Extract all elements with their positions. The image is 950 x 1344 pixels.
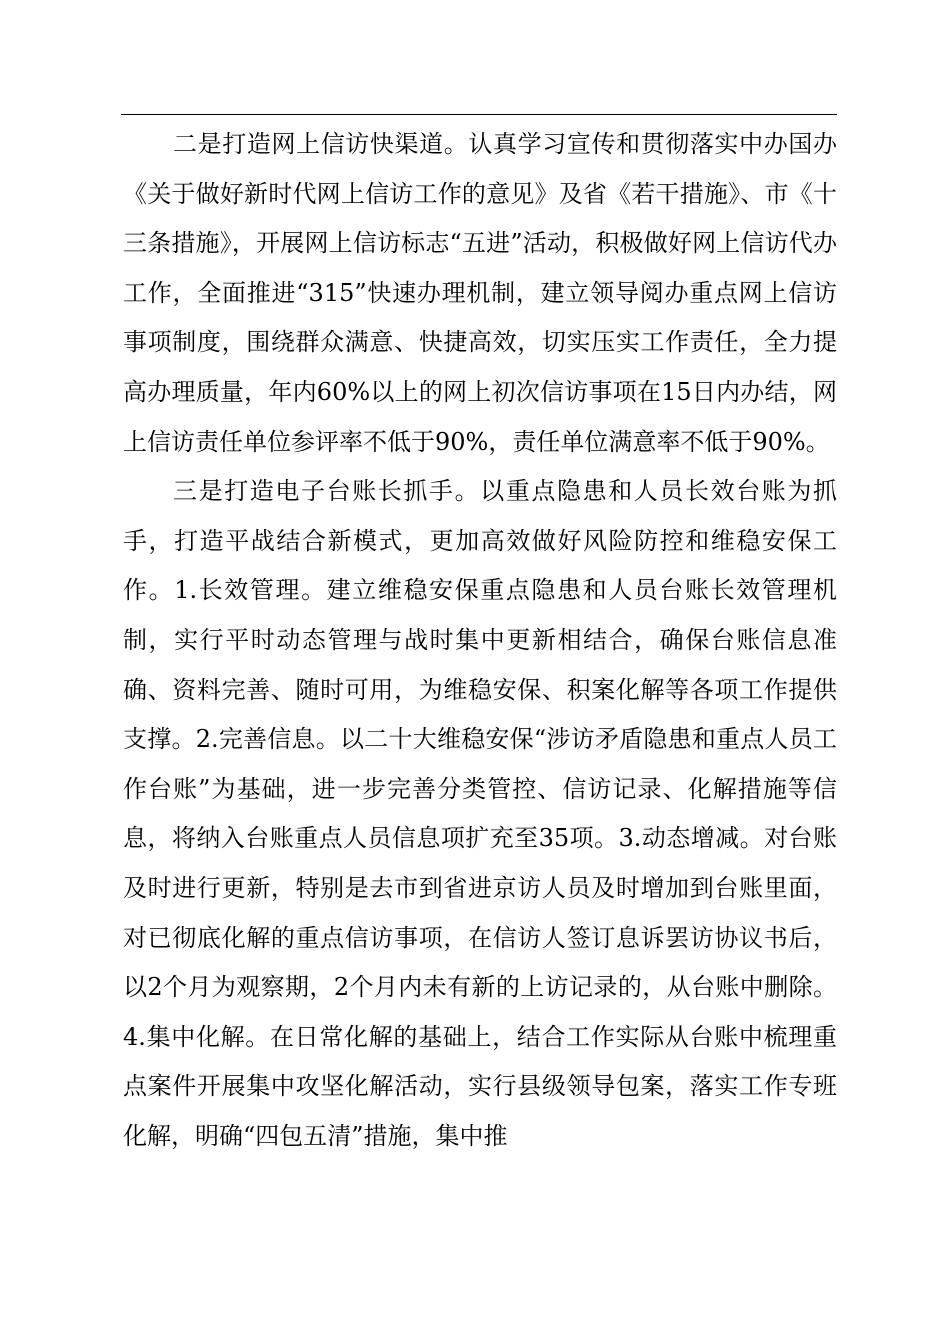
document-body bbox=[123, 120, 837, 1161]
paragraph-online-petition: 二是打造网上信访快渠道。认真学习宣传和贯彻落实中办国办《关于做好新时代网上信访工作的意见》及省《若干措施》、市《十三条措施》，开展网上信访标志“五进”活动，积极做好网上信访代办工作，全面推进“315”快速办理机制，建立领导阅办重点网上信访事项制度，围绕群众满意、快捷高效，切实压实工作责任，全力提高办理质量，年内60%以上的网上初次信访事项在15日内办结，网上信访责任单位参评率不低于90%，责任单位满意率不低于90%。 bbox=[123, 130, 837, 456]
header-rule bbox=[121, 114, 837, 115]
paragraph-electronic-ledger: 三是打造电子台账长抓手。以重点隐患和人员长效台账为抓手，打造平战结合新模式，更加高效做好风险防控和维稳安保工作。1.长效管理。建立维稳安保重点隐患和人员台账长效管理机制，实行平时动态管理与战时集中更新相结合，确保台账信息准确、资料完善、随时可用，为维稳安保、积案化解等各项工作提供支撑。2.完善信息。以二十大维稳安保“涉访矛盾隐患和重点人员工作台账”为基础，进一步完善分类管控、信访记录、化解措施等信息，将纳入台账重点人员信息项扩充至35项。3.动态增减。对台账及时进行更新，特别是去市到省进京访人员及时增加到台账里面，对已彻底化解的重点信访事项，在信访人签订息诉罢访协议书后，以2个月为观察期，2个月内未有新的上访记录的，从台账中删除。4.集中化解。在日常化解的基础上，结合工作实际从台账中梳理重点案件开展集中攻坚化解活动，实行县级领导包案，落实工作专班化解，明确“四包五清”措施，集中推 bbox=[123, 477, 837, 1150]
